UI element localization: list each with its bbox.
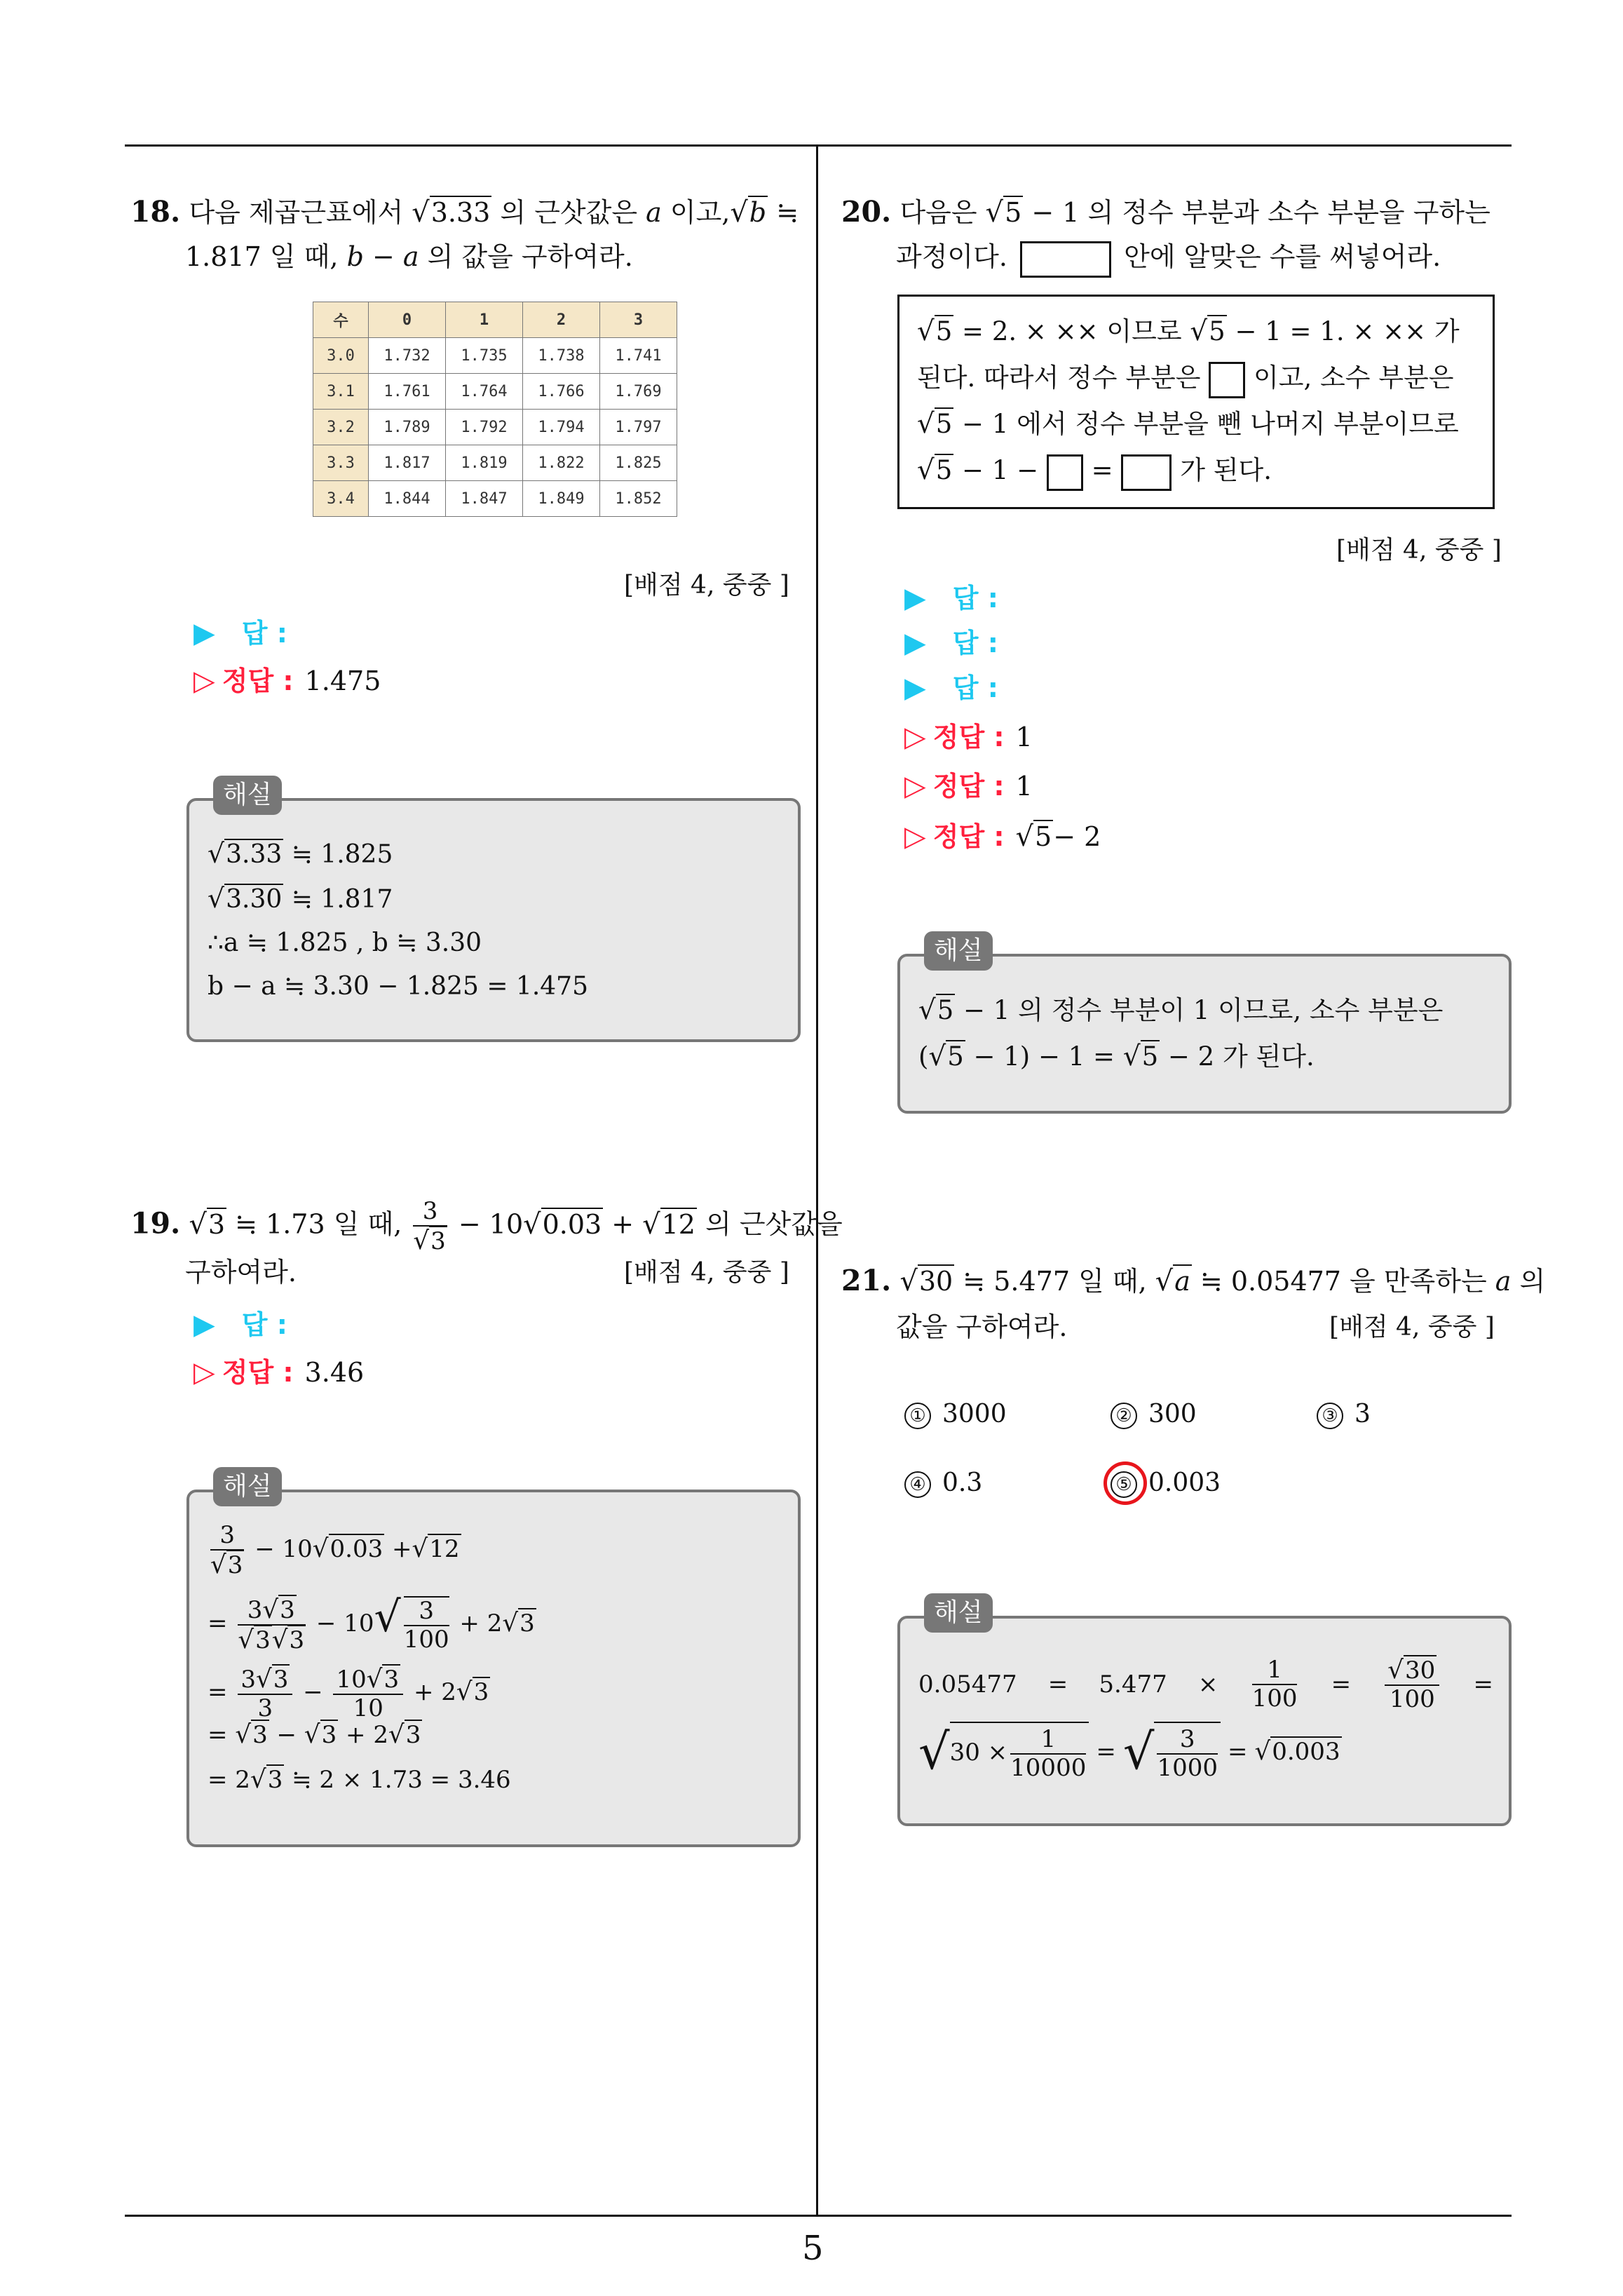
table-header-row: 수 0 1 2 3: [313, 302, 677, 338]
open-arrow-icon: ▷: [904, 821, 926, 853]
open-arrow-icon: ▷: [193, 665, 215, 697]
blank-box-icon: [1047, 454, 1083, 491]
page-number: 5: [802, 2229, 824, 2268]
q21-solution-math: 0.05477 = 5.477 × $\frac{1}{100}$ = $\frac{√30}{100}$ = √ 30 × $\frac{1}{10000}$ = √ $\frac{3}{1000}$ = √0.003: [918, 1655, 1493, 1782]
table-row: 3.2 1.789 1.792 1.794 1.797: [313, 410, 677, 445]
q20-solution-tag: 해설: [924, 931, 993, 971]
q21-line1: 21. √30 ≒ 5.477 일 때, √a ≒ 0.05477 을 만족하는 a 의: [841, 1264, 1546, 1297]
open-arrow-icon: ▷: [193, 1356, 215, 1389]
choice-3[interactable]: ③ 3: [1317, 1400, 1371, 1429]
q21-line2: 값을 구하여라.: [896, 1311, 1068, 1342]
q19-answer-row: ▶ 답 :: [193, 1309, 287, 1341]
table-row: 3.3 1.817 1.819 1.822 1.825: [313, 445, 677, 481]
q18-line1: 18. 다음 제곱근표에서 √3.33 의 근삿값은 a 이고,√b ≒: [130, 191, 799, 234]
q19-solution-math: $\frac{3}{√3}$ − 10√0.03 +√12 = $\frac{3√3}{√3√3}$ − 10√ $\frac{3}{100}$ + 2√3 = $\frac{3√3}{3}$ − $\frac{10√3}{10}$ + 2√3 = √3 − √3 + 2√3 = 2√3 ≒ 2 × 1.73 = 3.46: [208, 1521, 535, 1794]
q20-correct-row-2: ▷ 정답 : 1: [904, 770, 1033, 802]
choice-1[interactable]: ① 3000: [904, 1400, 1007, 1429]
q18-answer-row: ▶ 답 :: [193, 617, 287, 649]
play-arrow-icon: ▶: [193, 617, 215, 649]
table-row: 3.4 1.844 1.847 1.849 1.852: [313, 481, 677, 517]
play-arrow-icon: ▶: [904, 582, 926, 614]
choice-2[interactable]: ② 300: [1111, 1400, 1197, 1429]
open-arrow-icon: ▷: [904, 721, 926, 753]
column-divider: [816, 144, 818, 2217]
q20-score: [배점 4, 중중 ]: [1336, 536, 1502, 565]
blank-box-icon: [1209, 362, 1245, 398]
q18-correct-row: ▷ 정답 : 1.475: [193, 665, 381, 697]
q19-line1: 19. √3 ≒ 1.73 일 때, $\frac{3}{√3}$ − 10√0.03 + √12 의 근삿값을: [130, 1197, 843, 1256]
q18-solution-tag: 해설: [213, 776, 282, 815]
q19-solution-tag: 해설: [213, 1467, 282, 1506]
q20-answer-row-2: ▶ 답 :: [904, 627, 998, 659]
q19-score: [배점 4, 중중 ]: [624, 1258, 789, 1287]
selected-answer-circle-icon: [1103, 1461, 1147, 1505]
blank-box-icon: [1020, 241, 1111, 278]
top-rule: [125, 144, 1512, 147]
q18-solution-text: √3.33 ≒ 1.825 √3.30 ≒ 1.817 ∴a ≒ 1.825 , b ≒ 3.30 b − a ≒ 3.30 − 1.825 = 1.475: [208, 838, 588, 1001]
q20-line2: 과정이다. 안에 알맞은 수를 써넣어라.: [896, 236, 1441, 278]
choice-4[interactable]: ④ 0.3: [904, 1468, 982, 1498]
q18-score: [배점 4, 중중 ]: [624, 571, 789, 600]
table-row: 3.1 1.761 1.764 1.766 1.769: [313, 374, 677, 410]
q18-line2: 1.817 일 때, b − a 의 값을 구하여라.: [185, 241, 633, 272]
table-row: 3.0 1.732 1.735 1.738 1.741: [313, 338, 677, 374]
choice-5[interactable]: ⑤ 0.003: [1111, 1468, 1221, 1498]
play-arrow-icon: ▶: [904, 627, 926, 659]
sqrt-table: [313, 302, 677, 517]
q18-correct-value: 1.475: [304, 666, 381, 696]
open-arrow-icon: ▷: [904, 770, 926, 802]
play-arrow-icon: ▶: [904, 672, 926, 704]
q18-number: 18.: [130, 195, 181, 229]
q20-answer-row-3: ▶ 답 :: [904, 672, 998, 704]
q20-solution-text: √5 − 1 의 정수 부분이 1 이므로, 소수 부분은 (√5 − 1) − 1 = √5 − 2 가 된다.: [918, 994, 1444, 1072]
q20-answer-row-1: ▶ 답 :: [904, 582, 998, 614]
q20-correct-row-3: ▷ 정답 : √5− 2: [904, 821, 1101, 853]
q20-correct-row-1: ▷ 정답 : 1: [904, 721, 1033, 753]
blank-box-icon: [1121, 454, 1172, 491]
q19-correct-row: ▷ 정답 : 3.46: [193, 1356, 365, 1389]
sqrt-333: √3.33: [412, 196, 491, 229]
bottom-rule: [125, 2215, 1512, 2217]
play-arrow-icon: ▶: [193, 1309, 215, 1341]
q20-process-text: √5 = 2. × ×× 이므로 √5 − 1 = 1. × ×× 가 된다. 따라서 정수 부분은 이고, 소수 부분은 √5 − 1 에서 정수 부분을 뺀 나머지 부분이므로 √5 − 1 − = 가 된다.: [917, 309, 1460, 494]
q20-line1: 20. 다음은 √5 − 1 의 정수 부분과 소수 부분을 구하는: [841, 195, 1490, 229]
q21-score: [배점 4, 중중 ]: [1329, 1313, 1495, 1342]
q19-line2: 구하여라.: [185, 1257, 297, 1288]
q21-solution-tag: 해설: [924, 1593, 993, 1633]
